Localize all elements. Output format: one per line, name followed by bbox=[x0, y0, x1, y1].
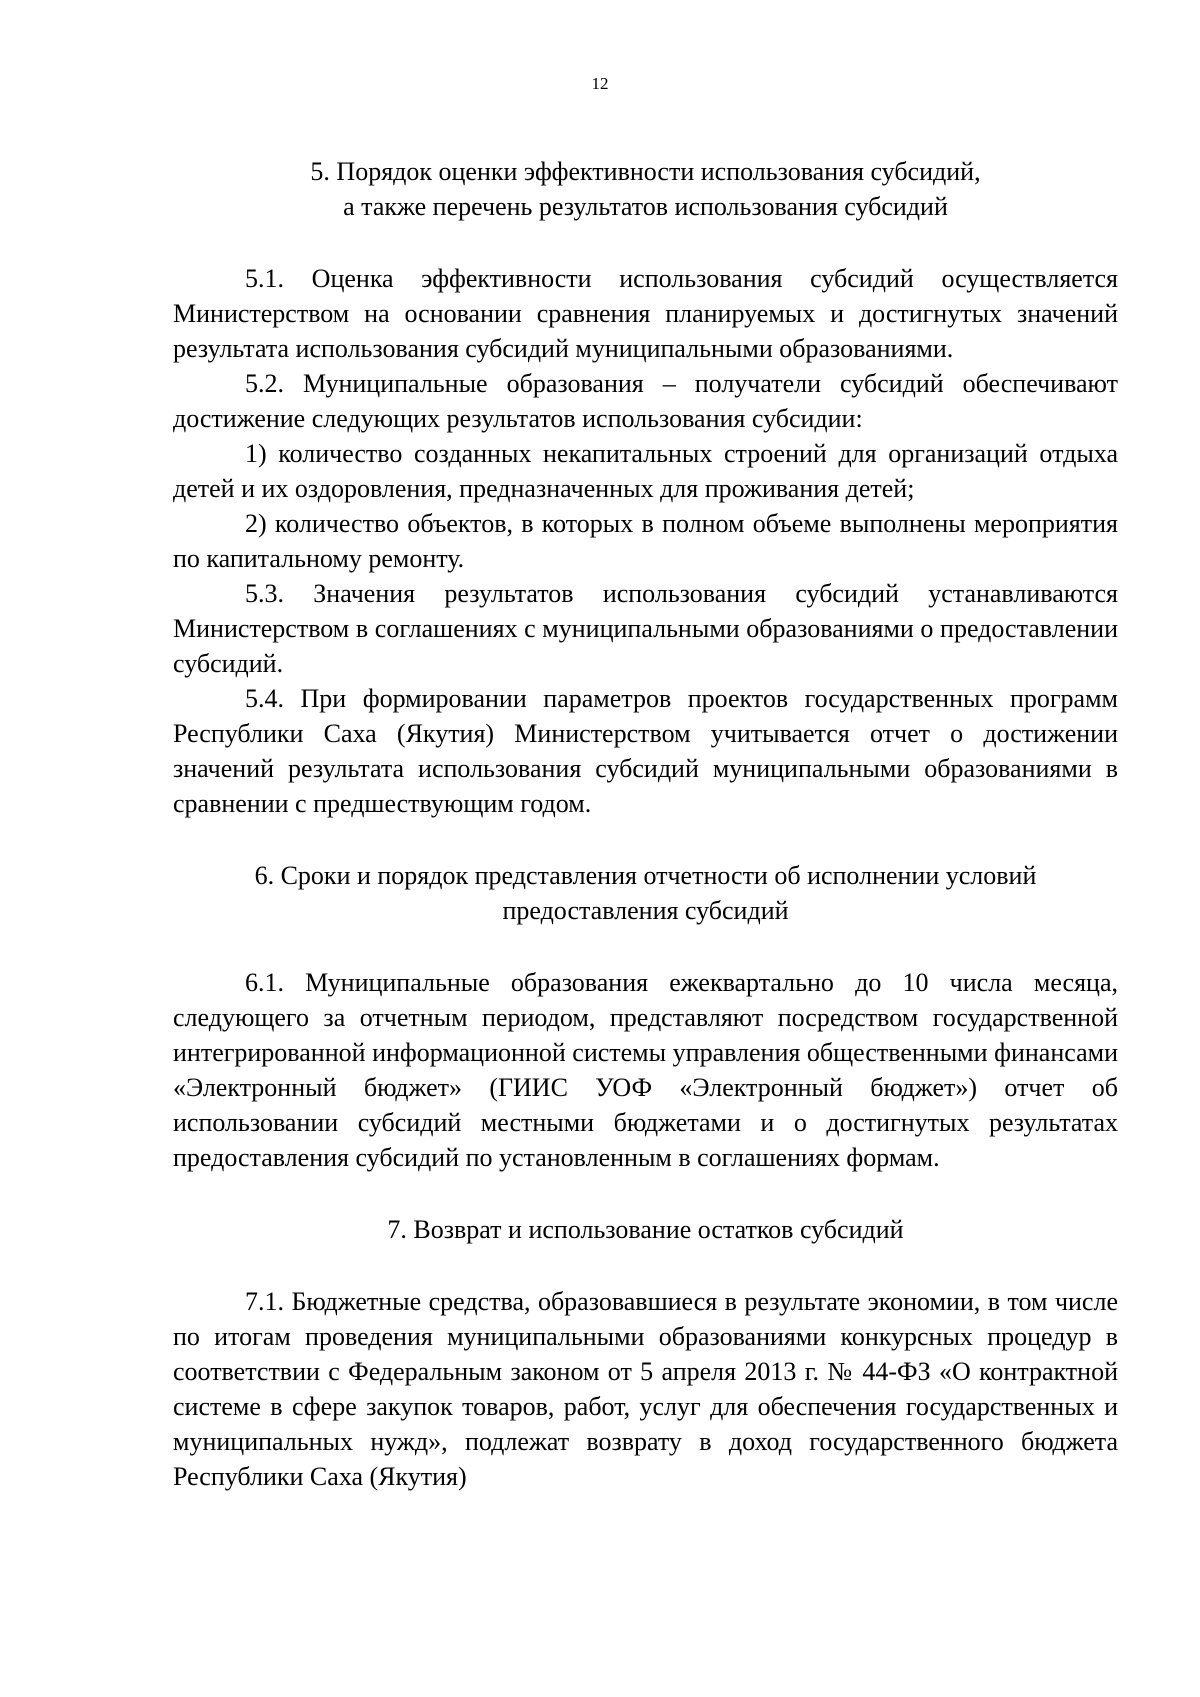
paragraph-7-1: 7.1. Бюджетные средства, образовавшиеся в результате экономии, в том числе по итогам проведения муниципальными образованиями конкурсных процедур в соответствии с Федеральным законом от 5 апреля 2013 г. № 44-ФЗ «О контрактной системе в сфере закупок товаров, работ, услуг для обеспечения государственных и муниципальных нужд», подлежат возврату в доход государственного бюджета Республики Саха (Якутия) bbox=[173, 1287, 1118, 1491]
spacer bbox=[173, 928, 1118, 965]
section-5-heading bbox=[173, 154, 1118, 224]
spacer bbox=[173, 1247, 1118, 1284]
section-6-heading-line-2: предоставления субсидий bbox=[502, 896, 789, 925]
section-5-heading-line-1: 5. Порядок оценки эффективности использования субсидий, bbox=[310, 157, 981, 186]
spacer bbox=[173, 1175, 1118, 1212]
paragraph-5-2: 5.2. Муниципальные образования – получатели субсидий обеспечивают достижение следующих результатов использования субсидии: bbox=[173, 369, 1118, 433]
section-5-heading-line-2: а также перечень результатов использования субсидий bbox=[343, 192, 948, 221]
list-item-2: 2) количество объектов, в которых в полном объеме выполнены мероприятия по капитальному ремонту. bbox=[173, 509, 1118, 573]
paragraph-6-1: 6.1. Муниципальные образования ежеквартально до 10 числа месяца, следующего за отчетным периодом, представляют посредством государственной интегрированной информационной системы управления общественными финансами «Электронный бюджет» (ГИИС УОФ «Электронный бюджет») отчет об использовании субсидий местными бюджетами и о достигнутых результатах предоставления субсидий по установленным в соглашениях формам. bbox=[173, 968, 1118, 1172]
page-number: 12 bbox=[591, 74, 609, 93]
paragraph-5-4: 5.4. При формировании параметров проектов государственных программ Республики Саха (Якутия) Министерством учитывается отчет о достижении значений результата использования субсидий муниципальными образованиями в сравнении с предшествующим годом. bbox=[173, 684, 1118, 818]
paragraph-5-1: 5.1. Оценка эффективности использования субсидий осуществляется Министерством на основании сравнения планируемых и достигнутых значений результата использования субсидий муниципальными образованиями. bbox=[173, 264, 1118, 363]
paragraph-5-3: 5.3. Значения результатов использования субсидий устанавливаются Министерством в соглашениях с муниципальными образованиями о предоставлении субсидий. bbox=[173, 579, 1118, 678]
section-6-heading-line-1: 6. Сроки и порядок представления отчетности об исполнении условий bbox=[254, 861, 1037, 890]
document-body bbox=[173, 154, 1118, 1494]
section-7-heading-line-1: 7. Возврат и использование остатков субсидий bbox=[387, 1215, 904, 1244]
spacer bbox=[173, 821, 1118, 858]
list-item-1: 1) количество созданных некапитальных строений для организаций отдыха детей и их оздоровления, предназначенных для проживания детей; bbox=[173, 439, 1118, 503]
section-7-heading bbox=[173, 1212, 1118, 1247]
spacer bbox=[173, 224, 1118, 261]
section-6-heading bbox=[173, 858, 1118, 928]
